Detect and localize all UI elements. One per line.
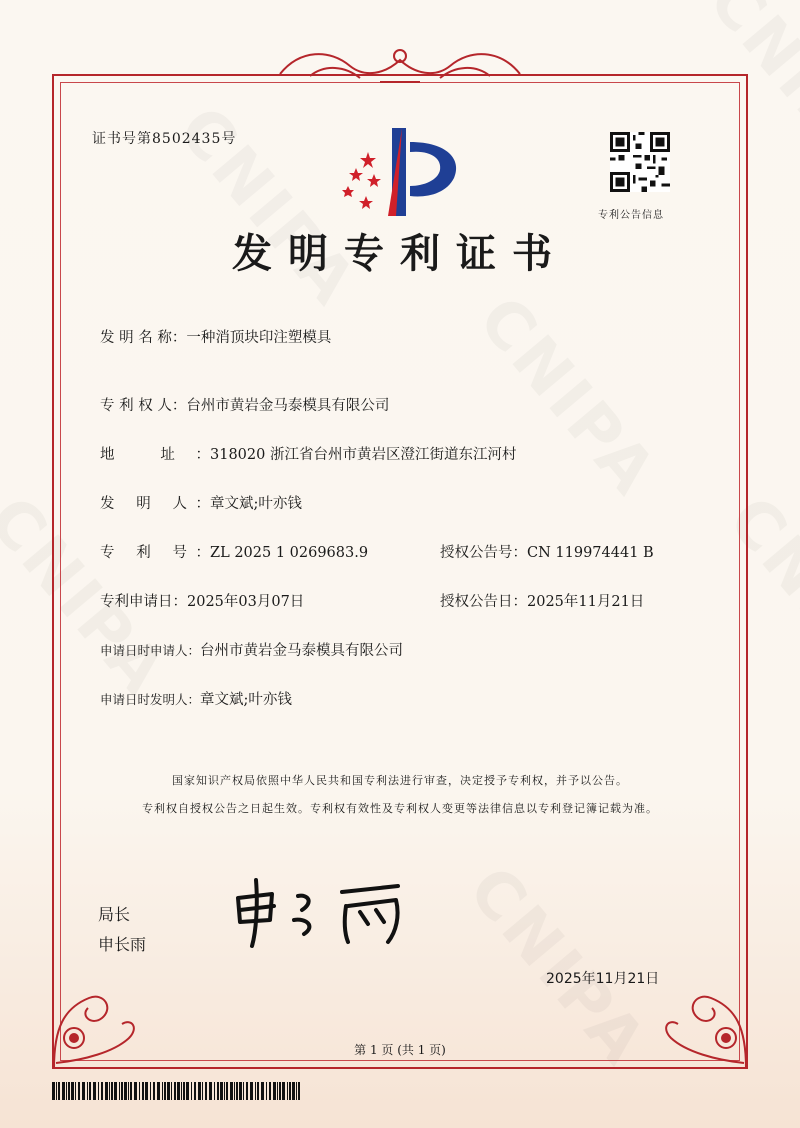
cnipa-logo-icon: [330, 124, 470, 220]
field-grant-publication-number: [440, 541, 654, 562]
field-label: 申请日时申请人：: [100, 643, 201, 658]
field-value: ZL 2025 1 0269683.9: [210, 545, 369, 561]
field-value: CN 119974441 B: [527, 545, 654, 561]
field-label: 发 明 人：: [100, 496, 210, 512]
issue-date: 2025年11月21日: [546, 971, 660, 987]
field-label: 授权公告日：: [440, 594, 527, 610]
field-patent-number: [100, 541, 368, 562]
certificate-number: 证书号第8502435号: [92, 131, 237, 147]
field-label: 专 利 权 人：: [100, 398, 187, 414]
field-grant-publication-date: [440, 590, 644, 611]
field-address: [100, 443, 516, 464]
barcode-icon: [52, 1082, 304, 1100]
field-invention-name: [100, 326, 331, 347]
field-value: 台州市黄岩金马泰模具有限公司: [200, 643, 404, 659]
qr-label: 专利公告信息: [598, 210, 664, 221]
director-title: 局长: [98, 905, 131, 924]
top-ornament-icon: [270, 44, 530, 88]
field-label: 发 明 名 称：: [100, 330, 187, 346]
qr-code-icon: [610, 132, 670, 192]
field-label: 授权公告号：: [440, 545, 527, 561]
field-value: 一种消顶块印注塑模具: [186, 330, 332, 346]
field-value: 章文斌;叶亦钱: [200, 692, 292, 708]
field-inventor: [100, 492, 302, 513]
field-value: 2025年11月21日: [527, 594, 645, 610]
field-label: 地 址：: [100, 447, 210, 463]
field-label: 专利申请日：: [100, 594, 187, 610]
field-inventor-at-filing: [100, 688, 292, 709]
field-filing-date: [100, 590, 304, 611]
notice-line-1: 国家知识产权局依照中华人民共和国专利法进行审查，决定授予专利权，并予以公告。: [172, 774, 628, 787]
field-label: 专 利 号：: [100, 545, 210, 561]
notice-line-2: 专利权自授权公告之日起生效。专利权有效性及专利权人变更等法律信息以专利登记簿记载为准。: [142, 802, 658, 815]
director-name: 申长雨: [98, 935, 147, 954]
signature: [228, 876, 418, 952]
page-indicator: 第 1 页 (共 1 页): [354, 1043, 446, 1057]
field-value: 章文斌;叶亦钱: [210, 496, 302, 512]
field-patentee: [100, 394, 389, 415]
field-value: 2025年03月07日: [187, 594, 305, 610]
field-value: 318020 浙江省台州市黄岩区澄江街道东江河村: [210, 447, 517, 463]
certificate-title: 发明专利证书: [232, 230, 568, 277]
field-applicant-at-filing: [100, 639, 403, 660]
field-label: 申请日时发明人：: [100, 692, 201, 707]
field-value: 台州市黄岩金马泰模具有限公司: [186, 398, 390, 414]
